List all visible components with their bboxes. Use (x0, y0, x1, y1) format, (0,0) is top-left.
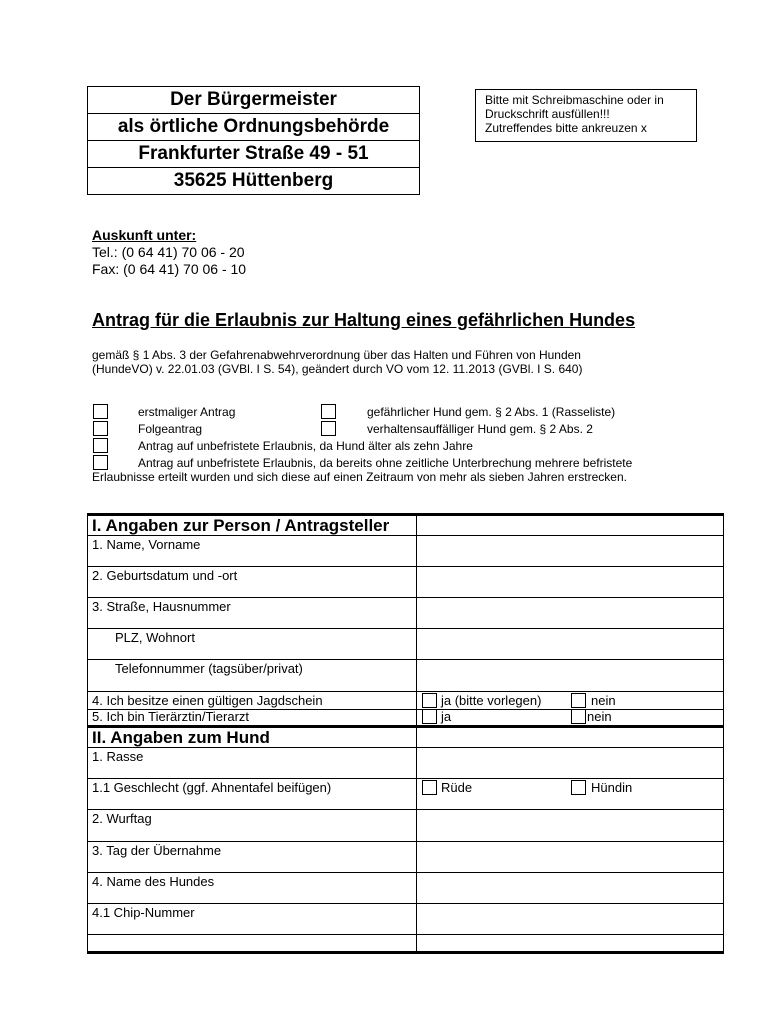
name-label: 1. Name, Vorname (92, 537, 201, 552)
hunting-no-label: nein (591, 693, 616, 708)
vet-label: 5. Ich bin Tierärztin/Tierarzt (92, 709, 250, 724)
contact-heading: Auskunft unter: (92, 227, 197, 243)
birthday-field[interactable] (417, 810, 723, 841)
hunting-yes-label: ja (bitte vorlegen) (441, 693, 542, 708)
dog-name-label: 4. Name des Hundes (92, 874, 215, 889)
city-label: PLZ, Wohnort (115, 630, 195, 645)
vet-no-label: nein (587, 709, 612, 724)
behavioral-label: verhaltensauffälliger Hund gem. § 2 Abs. 2 (367, 422, 593, 436)
instructions-line: Zutreffendes bitte ankreuzen x (485, 121, 647, 135)
section-person-title: I. Angaben zur Person / Antragsteller (92, 516, 390, 535)
dangerous-breed-label: gefährlicher Hund gem. § 2 Abs. 1 (Rasseliste) (367, 405, 616, 419)
table-bottom-border (87, 951, 724, 954)
row-line (87, 691, 724, 692)
birth-label: 2. Geburtsdatum und -ort (92, 568, 238, 583)
authority-city: 35625 Hüttenberg (88, 168, 419, 195)
vet-yes-checkbox[interactable] (422, 709, 437, 724)
male-label: Rüde (441, 780, 473, 795)
hunting-yes-checkbox[interactable] (422, 693, 437, 708)
first-application-label: erstmaliger Antrag (138, 405, 236, 419)
row-line (87, 934, 724, 935)
unlimited-history-label: Antrag auf unbefristete Erlaubnis, da bereits ohne zeitliche Unterbrechung mehrere befristete (138, 456, 633, 470)
first-application-checkbox[interactable] (93, 404, 108, 419)
dangerous-breed-checkbox[interactable] (321, 404, 336, 419)
takeover-field[interactable] (417, 842, 723, 872)
legal-line: gemäß § 1 Abs. 3 der Gefahrenabwehrverordnung über das Halten und Führen von Hunden (92, 348, 581, 362)
table-right-border (723, 513, 724, 954)
city-field[interactable] (417, 629, 723, 659)
follow-up-label: Folgeantrag (138, 422, 203, 436)
instructions-line: Druckschrift ausfüllen!!! (485, 107, 610, 121)
phone-label: Telefonnummer (tagsüber/privat) (115, 661, 303, 676)
chip-label: 4.1 Chip-Nummer (92, 905, 195, 920)
unlimited-history-checkbox[interactable] (93, 455, 108, 470)
table-left-border (87, 513, 88, 954)
instructions-line: Bitte mit Schreibmaschine oder in (485, 93, 664, 107)
hunting-license-label: 4. Ich besitze einen gültigen Jagdschein (92, 693, 323, 708)
form-title: Antrag für die Erlaubnis zur Haltung eines gefährlichen Hundes (92, 310, 636, 330)
vet-yes-label: ja (441, 709, 452, 724)
street-field[interactable] (417, 598, 723, 628)
sex-label: 1.1 Geschlecht (ggf. Ahnentafel beifügen) (92, 780, 332, 795)
vet-no-checkbox[interactable] (571, 709, 586, 724)
birthday-label: 2. Wurftag (92, 811, 152, 826)
authority-role: als örtliche Ordnungsbehörde (88, 114, 419, 141)
female-checkbox[interactable] (571, 780, 586, 795)
row-line (87, 778, 724, 779)
dog-name-field[interactable] (417, 873, 723, 903)
name-field[interactable] (417, 536, 723, 566)
street-label: 3. Straße, Hausnummer (92, 599, 231, 614)
authority-name: Der Bürgermeister (88, 87, 419, 114)
chip-field[interactable] (417, 904, 723, 934)
female-label: Hündin (591, 780, 633, 795)
hunting-no-checkbox[interactable] (571, 693, 586, 708)
legal-line: (HundeVO) v. 22.01.03 (GVBl. I S. 54), geändert durch VO vom 12. 11.2013 (GVBl. I S. 640) (92, 362, 583, 376)
contact-info (92, 227, 246, 278)
unlimited-history-label-cont: Erlaubnisse erteilt wurden und sich diese auf einen Zeitraum von mehr als sieben Jahren erstrecken. (92, 470, 627, 484)
contact-fax: Fax: (0 64 41) 70 06 - 10 (92, 261, 247, 277)
section-dog-title: II. Angaben zum Hund (92, 728, 270, 747)
takeover-label: 3. Tag der Übernahme (92, 843, 222, 858)
follow-up-checkbox[interactable] (93, 421, 108, 436)
behavioral-checkbox[interactable] (321, 421, 336, 436)
unlimited-age-label: Antrag auf unbefristete Erlaubnis, da Hund älter als zehn Jahre (138, 439, 473, 453)
instructions-box (475, 89, 697, 142)
phone-field[interactable] (417, 660, 723, 691)
male-checkbox[interactable] (422, 780, 437, 795)
legal-basis (92, 348, 582, 376)
contact-phone: Tel.: (0 64 41) 70 06 - 20 (92, 244, 245, 260)
breed-label: 1. Rasse (92, 749, 144, 764)
unlimited-age-checkbox[interactable] (93, 438, 108, 453)
breed-field[interactable] (417, 748, 723, 778)
authority-street: Frankfurter Straße 49 - 51 (88, 141, 419, 168)
authority-address-box (87, 86, 420, 195)
birth-field[interactable] (417, 567, 723, 597)
